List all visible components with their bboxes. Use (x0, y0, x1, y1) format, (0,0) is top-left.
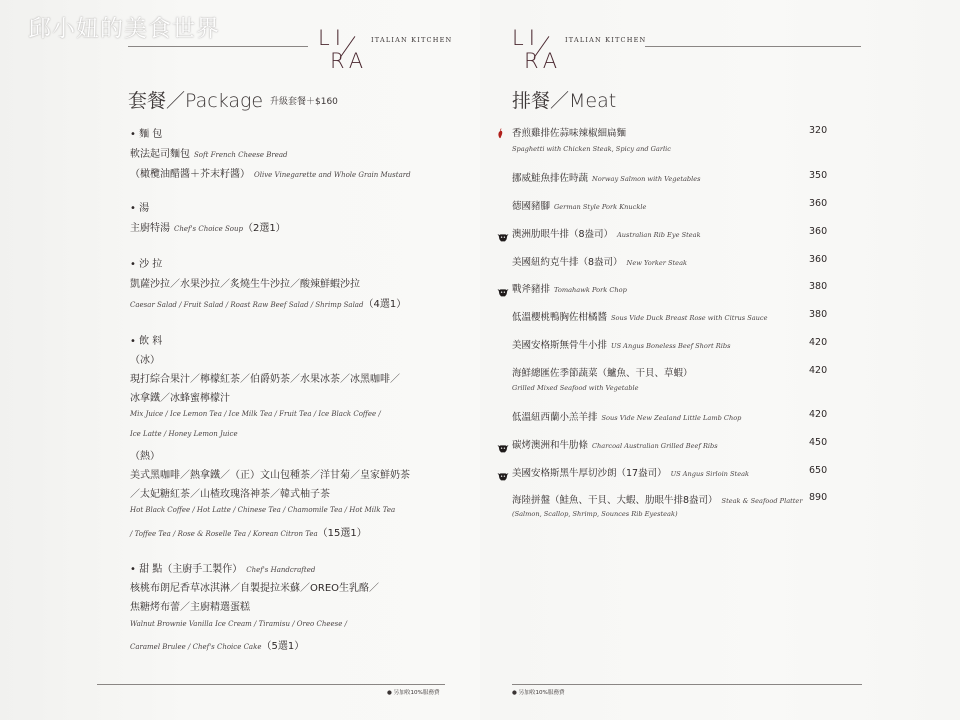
soup-choice: （2選1） (242, 223, 286, 234)
menu-item-english-subline: Spaghetti with Chicken Steak, Spicy and Garlic (512, 145, 671, 153)
drinks-heading: • 飲 料 (130, 336, 163, 347)
menu-item-price: 360 (809, 254, 828, 265)
dessert-zh-2: 焦糖烤布蕾／主廚精選蛋糕 (130, 602, 250, 613)
menu-item-price: 650 (809, 465, 828, 476)
package-upgrade-note: 升級套餐＋$160 (270, 97, 338, 107)
hot-choice: （15選1） (317, 528, 367, 539)
menu-item (512, 409, 832, 423)
menu-item-name: 香煎雞排佐蒜味辣椒細扁麵 (512, 128, 627, 139)
hot-en-1: Hot Black Coffee / Hot Latte / Chinese Tea / Chamomile Tea / Hot Milk Tea (130, 506, 396, 514)
right-service-charge-note: ● 另加收10%服務費 (512, 690, 565, 696)
menu-item-name: 美國紐約克牛排（8盎司） (512, 257, 623, 268)
dessert-choice: （5選1） (261, 641, 305, 652)
menu-item-price: 320 (809, 125, 828, 136)
dessert-zh-1: 核桃布朗尼香草冰淇淋／自製提拉米蘇／OREO生乳酪／ (130, 583, 380, 594)
menu-item-name: 德國豬腳 (512, 201, 551, 212)
left-logo (318, 27, 368, 73)
bread-zh: 軟法起司麵包 (130, 149, 190, 160)
salad-zh: 凱薩沙拉／水果沙拉／炙燒生牛沙拉／酸辣鮮蝦沙拉 (130, 279, 360, 290)
menu-item-english-subline: Grilled Mixed Seafood with Vegetable (512, 384, 639, 392)
cow-head-icon (497, 227, 509, 237)
menu-item-price: 890 (809, 492, 828, 503)
menu-item (512, 125, 832, 139)
menu-item-english: Tomahawk Pork Chop (554, 286, 627, 294)
logo-line-1: LI (318, 26, 346, 50)
menu-item-price: 420 (809, 409, 828, 420)
dessert-en-2: Caramel Brulee / Chef's Choice Cake (130, 643, 262, 651)
menu-item-price: 450 (809, 437, 828, 448)
menu-item-name: 碳烤澳洲和牛肋條 (512, 440, 589, 451)
bread-heading: • 麵 包 (130, 129, 163, 140)
menu-item-english: Sous Vide Duck Breast Rose with Citrus Sauce (611, 314, 768, 322)
menu-item-english: Norway Salmon with Vegetables (592, 175, 701, 183)
menu-item (512, 437, 832, 451)
menu-item (512, 309, 832, 323)
iced-en-2: Ice Latte / Honey Lemon Juice (130, 430, 238, 438)
menu-item-english: Sous Vide New Zealand Little Lamb Chop (601, 414, 742, 422)
hot-zh-2: ／太妃糖紅茶／山楂玫瑰洛神茶／韓式柚子茶 (130, 489, 330, 500)
salad-heading: • 沙 拉 (130, 259, 163, 270)
soup-zh: 主廚特湯 (130, 223, 170, 234)
menu-item-name: 低溫紐西蘭小羔羊排 (512, 412, 598, 423)
menu-item-english: Steak & Seafood Platter (721, 497, 803, 505)
logo-line-2: RA (330, 49, 369, 73)
menu-item (512, 198, 832, 212)
logo-line-2: RA (524, 49, 563, 73)
menu-item-name: 澳洲肋眼牛排（8盎司） (512, 229, 614, 240)
meat-title: 排餐／Meat (512, 90, 617, 112)
soup-line (130, 219, 286, 234)
iced-zh-1: 現打綜合果汁／檸檬紅茶／伯爵奶茶／水果冰茶／冰黑咖啡／ (130, 374, 400, 385)
iced-label: （冰） (130, 355, 160, 366)
iced-zh-2: 冰拿鐵／冰蜂蜜檸檬汁 (130, 393, 230, 404)
dessert-en-line-2 (130, 637, 304, 652)
menu-item (512, 337, 832, 351)
salad-choice: （4選1） (363, 299, 407, 310)
hot-en-line-2 (130, 524, 367, 539)
bread-sauce-en: Olive Vinegarette and Whole Grain Mustard (254, 171, 411, 179)
soup-en: Chef's Choice Soup (174, 225, 243, 233)
left-footer-rule (97, 684, 445, 685)
dessert-heading-line (130, 560, 315, 575)
menu-item-price: 360 (809, 198, 828, 209)
right-logo-subtitle: ITALIAN KITCHEN (565, 36, 647, 44)
iced-en-1: Mix Juice / Ice Lemon Tea / Ice Milk Tea / Fruit Tea / Ice Black Coffee / (130, 410, 381, 418)
menu-item-english: US Angus Boneless Beef Short Ribs (611, 342, 731, 350)
left-service-charge-note: ● 另加收10%服務費 (387, 690, 440, 696)
menu-item (512, 465, 832, 479)
left-header-rule (128, 46, 308, 47)
menu-item (512, 281, 832, 295)
right-logo (512, 27, 562, 73)
bread-line-2 (130, 165, 411, 180)
menu-item-english-subline: (Salmon, Scallop, Shrimp, Sounces Rib Eyesteak) (512, 510, 678, 518)
menu-item-name: 美國安格斯無骨牛小排 (512, 340, 608, 351)
cow-head-icon (497, 466, 509, 476)
menu-item (512, 170, 832, 184)
menu-item-english: New Yorker Steak (626, 259, 688, 267)
menu-item-price: 360 (809, 226, 828, 237)
right-header-rule (645, 46, 861, 47)
cow-head-icon (497, 438, 509, 448)
dessert-heading-en: Chef's Handcrafted (246, 566, 316, 574)
menu-item (512, 254, 832, 268)
menu-item-english: Charcoal Australian Grilled Beef Ribs (592, 442, 718, 450)
package-title: 套餐／Package (128, 90, 264, 112)
menu-item-name: 海陸拼盤（鮭魚、干貝、大蝦、肋眼牛排8盎司） (512, 495, 718, 506)
bread-sauce-zh: （橄欖油醋醬＋芥末籽醬） (130, 169, 250, 180)
chili-pepper-icon (497, 124, 504, 135)
menu-item-price: 350 (809, 170, 828, 181)
menu-item-name: 戰斧豬排 (512, 284, 551, 295)
hot-en-2: / Toffee Tea / Rose & Roselle Tea / Korean Citron Tea (130, 530, 318, 538)
menu-item-english: German Style Pork Knuckle (554, 203, 647, 211)
menu-item-price: 380 (809, 309, 828, 320)
bread-en: Soft French Cheese Bread (194, 151, 288, 159)
menu-item-name: 海鮮總匯佐季節蔬菜（鱸魚、干貝、草蝦） (512, 368, 693, 379)
menu-item-name: 美國安格斯黑牛厚切沙朗（17盎司） (512, 468, 667, 479)
menu-item-price: 380 (809, 281, 828, 292)
dessert-heading: • 甜 點（主廚手工製作） (130, 564, 243, 575)
menu-item-name: 低溫櫻桃鴨胸佐柑橘醬 (512, 312, 608, 323)
hot-zh-1: 美式黑咖啡／熱拿鐵／（正）文山包種茶／洋甘菊／皇家鮮奶茶 (130, 470, 410, 481)
bread-line-1 (130, 145, 288, 160)
soup-heading: • 湯 (130, 203, 150, 214)
menu-item-name: 挪威鮭魚排佐時蔬 (512, 173, 589, 184)
salad-en: Caesar Salad / Fruit Salad / Roast Raw Beef Salad / Shrimp Salad (130, 301, 364, 309)
dessert-en-1: Walnut Brownie Vanilla Ice Cream / Tiramisu / Oreo Cheese / (130, 620, 347, 628)
menu-item (512, 226, 832, 240)
cow-head-icon (497, 282, 509, 292)
menu-item-english: Australian Rib Eye Steak (617, 231, 701, 239)
menu-item-english: US Angus Sirloin Steak (670, 470, 750, 478)
menu-item-price: 420 (809, 365, 828, 376)
menu-item-price: 420 (809, 337, 828, 348)
menu-item (512, 365, 832, 379)
menu-item (512, 492, 832, 506)
logo-line-1: LI (512, 26, 540, 50)
hot-label: （熱） (130, 451, 160, 462)
right-footer-rule (512, 684, 862, 685)
watermark: 邱小妞的美食世界 (28, 16, 220, 42)
salad-en-line (130, 295, 406, 310)
left-logo-subtitle: ITALIAN KITCHEN (371, 36, 453, 44)
